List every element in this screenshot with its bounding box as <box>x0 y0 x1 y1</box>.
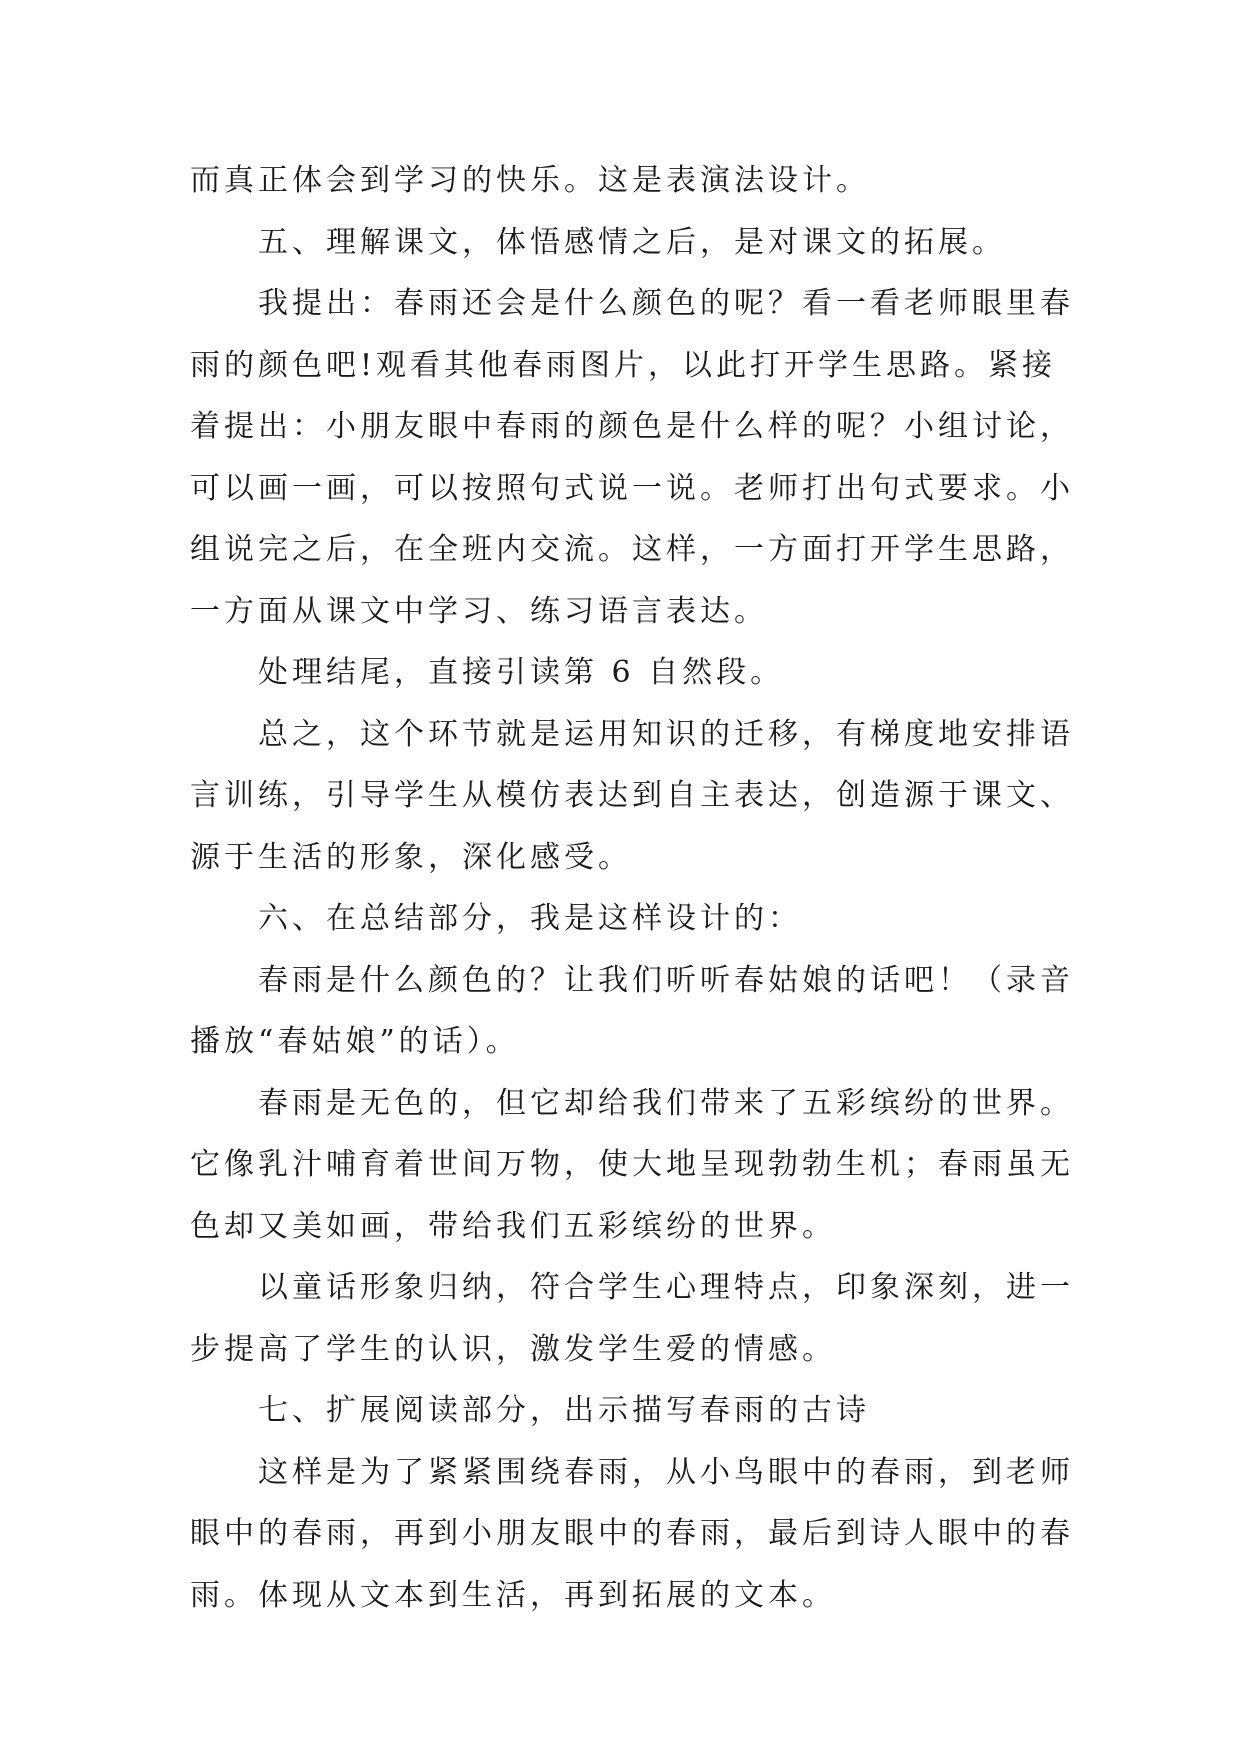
text-line: 色却又美如画，带给我们五彩缤纷的世界。 <box>190 1208 836 1244</box>
text-line: 春雨是什么颜色的？让我们听听春姑娘的话吧！（录音 <box>258 962 1074 998</box>
text-line: 这样是为了紧紧围绕春雨，从小鸟眼中的春雨，到老师 <box>258 1454 1074 1490</box>
text-line: 春雨是无色的，但它却给我们带来了五彩缤纷的世界。 <box>258 1085 1074 1121</box>
text-line: 而真正体会到学习的快乐。这是表演法设计。 <box>190 163 870 198</box>
text-line: 我提出：春雨还会是什么颜色的呢？看一看老师眼里春 <box>258 286 1074 321</box>
text-line: 可以画一画，可以按照句式说一说。老师打出句式要求。小 <box>190 470 1074 506</box>
text-line: 七、扩展阅读部分，出示描写春雨的古诗 <box>258 1393 870 1428</box>
text-line: 雨的颜色吧!观看其他春雨图片，以此打开学生思路。紧接 <box>190 347 1057 383</box>
text-line: 组说完之后，在全班内交流。这样，一方面打开学生思路， <box>190 532 1074 567</box>
text-line: 步提高了学生的认识，激发学生爱的情感。 <box>190 1331 836 1367</box>
text-line: 五、理解课文，体悟感情之后，是对课文的拓展。 <box>258 224 1006 260</box>
text-line: 眼中的春雨，再到小朋友眼中的春雨，最后到诗人眼中的春 <box>190 1516 1074 1551</box>
text-line: 六、在总结部分，我是这样设计的： <box>258 901 802 936</box>
text-line: 播放“春姑娘”的话）。 <box>190 1024 520 1059</box>
text-line: 着提出：小朋友眼中春雨的颜色是什么样的呢？小组讨论， <box>190 409 1074 444</box>
text-line: 处理结尾，直接引读第 6 自然段。 <box>258 655 785 690</box>
text-line: 言训练，引导学生从模仿表达到自主表达，创造源于课文、 <box>190 778 1074 813</box>
document-body <box>190 150 1090 1626</box>
text-line: 以童话形象归纳，符合学生心理特点，印象深刻，进一 <box>258 1270 1074 1305</box>
text-line: 源于生活的形象，深化感受。 <box>190 839 632 875</box>
text-line: 总之，这个环节就是运用知识的迁移，有梯度地安排语 <box>258 716 1074 752</box>
text-line: 一方面从课文中学习、练习语言表达。 <box>190 593 768 629</box>
text-line: 它像乳汁哺育着世间万物，使大地呈现勃勃生机；春雨虽无 <box>190 1147 1074 1182</box>
text-line: 雨。体现从文本到生活，再到拓展的文本。 <box>190 1577 836 1613</box>
